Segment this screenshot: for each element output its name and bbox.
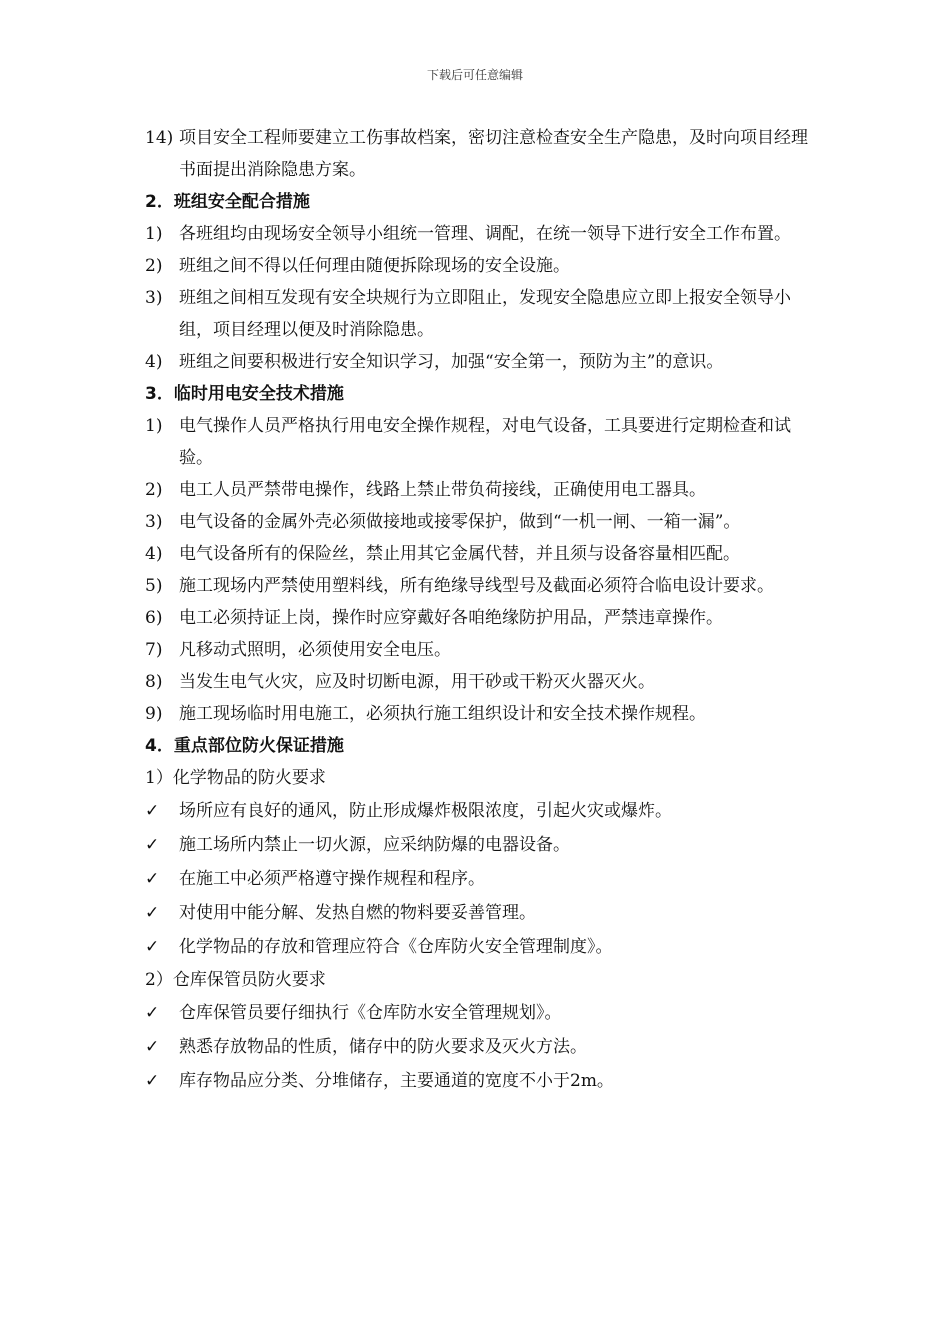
check-icon: ✓: [145, 1071, 160, 1091]
item-number: 2): [145, 480, 163, 500]
check-icon: ✓: [145, 1003, 160, 1023]
section-2-list: [145, 218, 815, 378]
item-text: 班组之间相互发现有安全块规行为立即阻止，发现安全隐患应立即上报安全领导小组，项目经理以便及时消除隐患。: [179, 288, 791, 340]
subsection-2-checklist: [145, 996, 815, 1098]
check-icon: ✓: [145, 869, 160, 889]
item-number: 9): [145, 704, 163, 724]
item-number: 8): [145, 672, 163, 692]
section-3-list: [145, 410, 815, 730]
checklist-item: [145, 828, 815, 862]
item-text: 施工场所内禁止一切火源，应采纳防爆的电器设备。: [179, 835, 570, 855]
checklist-item: [145, 1030, 815, 1064]
list-item: [145, 346, 815, 378]
subsection-2-heading: 2）仓库保管员防火要求: [145, 970, 326, 990]
section-2-heading: 2．班组安全配合措施: [145, 192, 310, 212]
list-item: [145, 282, 815, 346]
list-item: [145, 570, 815, 602]
document-body: [145, 122, 815, 1098]
subsection-1-checklist: [145, 794, 815, 964]
item-text: 项目安全工程师要建立工伤事故档案，密切注意检查安全生产隐患，及时向项目经理书面提出消除隐患方案。: [179, 128, 808, 180]
check-icon: ✓: [145, 903, 160, 923]
item-text: 施工现场内严禁使用塑料线，所有绝缘导线型号及截面必须符合临电设计要求。: [179, 576, 774, 596]
item-text: 场所应有良好的通风，防止形成爆炸极限浓度，引起火灾或爆炸。: [179, 801, 672, 821]
item-text: 班组之间要积极进行安全知识学习，加强“安全第一，预防为主”的意识。: [179, 352, 724, 372]
item-text: 仓库保管员要仔细执行《仓库防水安全管理规划》。: [179, 1003, 562, 1023]
subsection-1-heading: 1）化学物品的防火要求: [145, 768, 326, 788]
check-icon: ✓: [145, 1037, 160, 1057]
check-icon: ✓: [145, 801, 160, 821]
list-item: [145, 602, 815, 634]
section-4-heading: 4．重点部位防火保证措施: [145, 736, 344, 756]
item-number: 1): [145, 416, 163, 436]
checklist-item: [145, 1064, 815, 1098]
checklist-item: [145, 930, 815, 964]
checklist-item: [145, 794, 815, 828]
list-item: [145, 506, 815, 538]
item-text: 熟悉存放物品的性质，储存中的防火要求及灭火方法。: [179, 1037, 587, 1057]
item-number: 7): [145, 640, 163, 660]
list-item: [145, 634, 815, 666]
item-text: 各班组均由现场安全领导小组统一管理、调配，在统一领导下进行安全工作布置。: [179, 224, 791, 244]
item-number: 14): [145, 128, 174, 148]
checklist-item: [145, 996, 815, 1030]
section-3-heading: 3．临时用电安全技术措施: [145, 384, 344, 404]
list-item: [145, 474, 815, 506]
intro-item: [145, 122, 815, 186]
item-text: 对使用中能分解、发热自燃的物料要妥善管理。: [179, 903, 536, 923]
item-text: 电气操作人员严格执行用电安全操作规程，对电气设备，工具要进行定期检查和试验。: [179, 416, 791, 468]
check-icon: ✓: [145, 937, 160, 957]
item-number: 4): [145, 544, 163, 564]
list-item: [145, 666, 815, 698]
item-text: 电工人员严禁带电操作，线路上禁止带负荷接线，正确使用电工器具。: [179, 480, 706, 500]
page-header: 下载后可任意编辑: [426, 68, 523, 82]
list-item: [145, 218, 815, 250]
item-text: 施工现场临时用电施工，必须执行施工组织设计和安全技术操作规程。: [179, 704, 706, 724]
item-number: 5): [145, 576, 163, 596]
item-number: 2): [145, 256, 163, 276]
item-number: 1): [145, 224, 163, 244]
checklist-item: [145, 862, 815, 896]
item-text: 电气设备所有的保险丝，禁止用其它金属代替，并且须与设备容量相匹配。: [179, 544, 740, 564]
checklist-item: [145, 896, 815, 930]
item-text: 在施工中必须严格遵守操作规程和程序。: [179, 869, 485, 889]
list-item: [145, 250, 815, 282]
item-number: 4): [145, 352, 163, 372]
item-number: 3): [145, 288, 163, 308]
item-text: 凡移动式照明，必须使用安全电压。: [179, 640, 451, 660]
check-icon: ✓: [145, 835, 160, 855]
item-number: 6): [145, 608, 163, 628]
item-text: 库存物品应分类、分堆储存，主要通道的宽度不小于2m。: [179, 1071, 614, 1091]
list-item: [145, 410, 815, 474]
item-number: 3): [145, 512, 163, 532]
list-item: [145, 698, 815, 730]
item-text: 电气设备的金属外壳必须做接地或接零保护，做到“一机一闸、一箱一漏”。: [179, 512, 741, 532]
item-text: 电工必须持证上岗，操作时应穿戴好各咱绝缘防护用品，严禁违章操作。: [179, 608, 723, 628]
item-text: 班组之间不得以任何理由随便拆除现场的安全设施。: [179, 256, 570, 276]
list-item: [145, 538, 815, 570]
item-text: 化学物品的存放和管理应符合《仓库防火安全管理制度》。: [179, 937, 613, 957]
item-text: 当发生电气火灾，应及时切断电源，用干砂或干粉灭火器灭火。: [179, 672, 655, 692]
